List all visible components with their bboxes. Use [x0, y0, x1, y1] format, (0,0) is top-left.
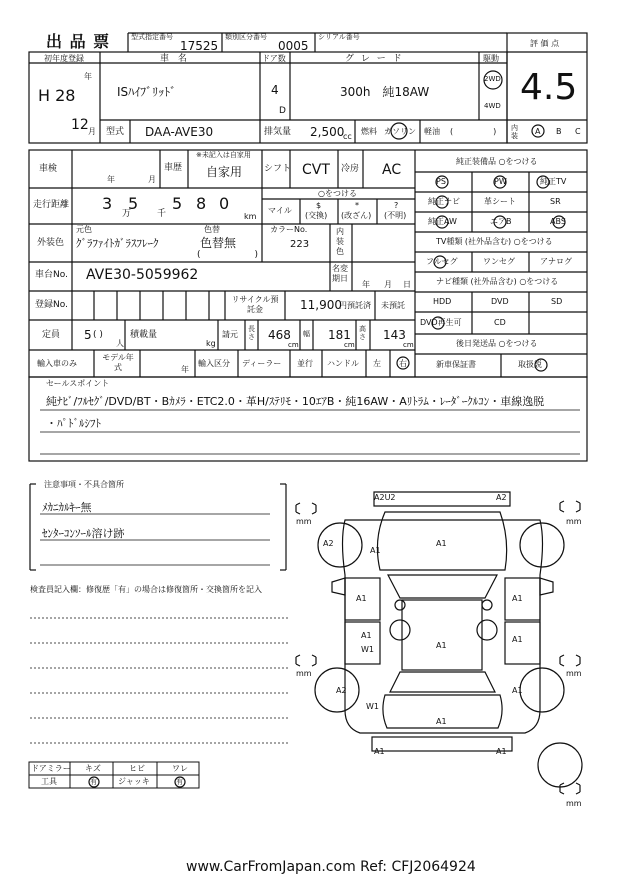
damage-label: A2U2 [374, 493, 396, 502]
damage-label: W1 [361, 645, 374, 654]
mileage-unknown: (不明) [384, 211, 407, 220]
nav-cd: CD [494, 318, 506, 327]
current-color: 色替無 [200, 236, 237, 250]
nav-dvd-play: DVD再生可 [420, 318, 462, 327]
damage-label: A1 [436, 641, 447, 650]
docs-manual: 取扱説 [518, 360, 542, 369]
nav-title: ナビ種類 (社外品含む) ○をつける [436, 277, 559, 286]
length-value: 468 [268, 328, 291, 342]
displacement-label: 排気量 [264, 127, 292, 137]
kg-unit: kg [206, 339, 216, 348]
capacity-paren: ( ) [93, 330, 103, 340]
damage-label: A2 [336, 686, 347, 695]
model-designation-label: 型式指定番号 [131, 33, 173, 41]
import-dealer: ディーラー [242, 359, 282, 368]
interior-grade-a: A [535, 127, 541, 136]
recycle-unit: 円預託済 [339, 301, 371, 310]
damage-label: A1 [512, 594, 523, 603]
history-value: 自家用 [206, 165, 243, 179]
mileage-exchange: (交換) [305, 211, 328, 220]
equip-ps: PS [436, 177, 446, 186]
claim-label: 請元 [222, 330, 238, 339]
color-label: 外装色 [37, 238, 65, 248]
equip-aw: 純正AW [428, 217, 457, 226]
mileage-sen-unit: 千 [157, 209, 167, 219]
car-name-label: 車 名 [160, 54, 190, 64]
import-parallel: 並行 [297, 359, 313, 368]
displacement-value: 2,500 [310, 125, 345, 139]
height-cm-unit: cm [403, 341, 414, 349]
note-item-2: ｾﾝﾀｰｺﾝｿｰﾙ溶け跡 [42, 527, 125, 540]
history-label: 車歴 [164, 163, 183, 173]
damage-label: A1 [512, 686, 523, 695]
note-item-1: ﾒｶﾆｶﾙｷｰ無 [42, 501, 92, 514]
interior-grade-c: C [575, 127, 581, 136]
equipment-title: 純正装備品 ○をつける [456, 157, 538, 166]
title-year-unit: 年 [362, 280, 370, 289]
equip-sr: SR [550, 197, 561, 206]
fuel-label: 燃料 [361, 127, 377, 136]
original-color-label: 元色 [76, 225, 92, 234]
mileage-tampered-sym: * [355, 201, 359, 210]
tv-analog: アナログ [540, 257, 572, 266]
title-month-unit: 月 [384, 280, 392, 289]
equip-airbag: エアB [490, 217, 512, 226]
mileage-unknown-sym: ? [394, 201, 399, 210]
title-change-label: 名変期日 [332, 264, 348, 283]
grade-label: グ レ ー ド [345, 54, 404, 64]
mileage-digit-3: 5 [172, 194, 183, 213]
current-color-label: 色替 [204, 225, 220, 234]
docs-warranty: 新車保証書 [436, 360, 476, 369]
mileage-man-unit: 万 [122, 209, 132, 219]
damage-label: A1 [512, 635, 523, 644]
mileage-circle-note: ○をつける [318, 189, 357, 198]
length-label: 長さ [248, 325, 255, 341]
mm-unit: mm [566, 799, 582, 808]
first-reg-label: 初年度登録 [44, 54, 84, 63]
fuel-other: ( ) [450, 127, 497, 136]
chassis-label: 車台No. [35, 270, 68, 280]
equip-pw: PW [494, 177, 507, 186]
model-year-label: モデル年式 [102, 353, 134, 372]
mm-unit: mm [566, 517, 582, 526]
sales-line-1: 純ﾅﾋﾞ/ﾌﾙｾｸﾞ/DVD/BT・Bｶﾒﾗ・ETC2.0・革H/ｽﾃﾘﾓ・10ｴｱB・純16AW・Aﾘﾄﾗﾑ・ﾚｰﾀﾞｰｸﾙｺﾝ・車線逸脱 [46, 395, 545, 408]
mm-unit: mm [566, 669, 582, 678]
legend-crack: ヒビ [129, 764, 145, 773]
rating-value: 4.5 [520, 67, 578, 108]
people-unit: 人 [116, 339, 124, 348]
equip-abs: ABS [550, 217, 566, 226]
current-color-paren: ( ) [197, 250, 259, 260]
damage-label: A1 [374, 747, 385, 756]
doors-label: ドア数 [262, 54, 286, 63]
fuel-diesel: 軽油 [424, 127, 440, 136]
width-value: 181 [328, 328, 351, 342]
legend-break: ワレ [172, 764, 188, 773]
length-cm-unit: cm [288, 341, 299, 349]
first-reg-month: 12 [71, 117, 89, 133]
mm-unit: mm [296, 669, 312, 678]
legend-jack: ジャッキ [118, 777, 150, 786]
damage-label: A1 [436, 539, 447, 548]
height-label: 高さ [359, 325, 366, 341]
door-type: D [279, 106, 286, 116]
legend-scratch: キズ [85, 764, 101, 773]
history-note: ※未記入は自家用 [196, 151, 251, 159]
legend-mirror: ドアミラー [31, 764, 71, 773]
first-reg-era: H 28 [38, 86, 76, 105]
mileage-mile: マイル [268, 206, 292, 215]
recycle-unpaid: 未預託 [381, 301, 405, 310]
interior-label: 内装 [511, 124, 518, 140]
damage-label: A1 [496, 747, 507, 756]
original-color: ｸﾞﾗﾌｧｲﾄｶﾞﾗｽﾌﾚｰｸ [76, 237, 159, 250]
mileage-km-unit: km [244, 212, 257, 221]
cc-unit: cc [343, 132, 352, 141]
shift-value: CVT [302, 162, 330, 178]
color-code-label: カラーNo. [270, 225, 308, 234]
category-no: 0005 [278, 39, 309, 53]
month-unit: 月 [88, 127, 96, 136]
rating-label: 評 価 点 [530, 39, 560, 48]
registration-label: 登録No. [35, 300, 68, 310]
recycle-label: リサイクル預託金 [231, 295, 279, 314]
category-label: 類別区分番号 [225, 33, 267, 41]
mileage-exchange-sym: $ [316, 201, 322, 210]
damage-label: A1 [356, 594, 367, 603]
model-designation-no: 17525 [180, 39, 219, 53]
legend-tools-yes: 有 [90, 778, 97, 786]
damage-label: A2 [323, 539, 334, 548]
capacity-value: 5 [84, 328, 92, 342]
width-cm-unit: cm [344, 341, 355, 349]
damage-label: A2 [496, 493, 507, 502]
handle-right: 右 [399, 359, 407, 368]
ac-label: 冷房 [341, 164, 360, 174]
damage-label: A1 [361, 631, 372, 640]
grade-value: 300h 純18AW [340, 85, 430, 99]
docs-title: 後日発送品 ○をつける [456, 339, 538, 348]
inspection-year-unit: 年 [107, 175, 115, 184]
ac-value: AC [382, 162, 402, 178]
chassis-value: AVE30-5059962 [86, 267, 199, 283]
nav-sd: SD [551, 297, 563, 306]
year-unit: 年 [84, 72, 92, 81]
capacity-label: 定員 [42, 330, 61, 340]
recycle-amount: 11,900 [300, 298, 342, 312]
interior-grade-b: B [556, 127, 562, 136]
tv-oneseg: ワンセグ [483, 257, 515, 266]
sales-label: セールスポイント [46, 379, 110, 388]
mileage-digit-5: 0 [219, 194, 230, 213]
shift-label: シフト [264, 164, 292, 174]
serial-label: シリアル番号 [318, 33, 360, 41]
mileage-digit-1: 3 [102, 194, 113, 213]
footer-watermark: www.CarFromJapan.com Ref: CFJ2064924 [186, 859, 476, 875]
mm-unit: mm [296, 517, 312, 526]
drive-label: 駆動 [483, 54, 499, 63]
drive-2wd: 2WD [484, 75, 501, 83]
sales-line-2: ・ﾊﾟﾄﾞﾙｼﾌﾄ [46, 417, 101, 430]
car-name: ISﾊｲﾌﾞﾘｯﾄﾞ [117, 85, 177, 99]
color-code: 223 [290, 239, 310, 250]
equip-leather: 革シート [484, 197, 516, 206]
import-label: 輸入車のみ [37, 359, 77, 368]
inspection-label: 車検 [39, 164, 58, 174]
model-year-unit: 年 [181, 365, 189, 374]
interior-color-label: 内装色 [336, 227, 344, 256]
model-value: DAA-AVE30 [145, 125, 214, 139]
width-label: 幅 [303, 330, 310, 338]
legend-tools: 工具 [41, 777, 57, 786]
mileage-tampered: (改ざん) [341, 211, 372, 220]
nav-dvd: DVD [491, 297, 509, 306]
handle-left: 左 [373, 359, 381, 368]
form-title: 出 品 票 [46, 32, 111, 51]
mileage-label: 走行距離 [33, 200, 70, 210]
drive-4wd: 4WD [484, 102, 501, 110]
handle-label: ハンドル [327, 359, 359, 368]
height-value: 143 [383, 328, 406, 342]
mileage-digit-4: 8 [196, 194, 207, 213]
nav-hdd: HDD [433, 297, 452, 306]
doors-value: 4 [271, 83, 279, 97]
model-label: 型式 [106, 127, 125, 137]
damage-label: A1 [436, 717, 447, 726]
equip-tv: 純正TV [540, 177, 567, 186]
equip-nav: 純正ナビ [428, 197, 460, 206]
mileage-digit-2: 5 [128, 194, 139, 213]
notes-title: 注意事項・不具合箇所 [44, 480, 124, 489]
fuel-gasoline: ガソリン [384, 127, 416, 136]
damage-label: W1 [366, 702, 379, 711]
import-class-label: 輸入区分 [198, 359, 230, 368]
legend-jack-yes: 有 [176, 778, 183, 786]
inspection-month-unit: 月 [148, 175, 156, 184]
load-label: 積載量 [130, 330, 158, 340]
tv-title: TV種類 (社外品含む) ○をつける [436, 237, 553, 246]
tv-fullseg: フルセグ [426, 257, 458, 266]
damage-label: A1 [370, 546, 381, 555]
title-day-unit: 日 [403, 280, 411, 289]
inspector-note: 検査員記入欄：修復歴「有」の場合は修復箇所・交換箇所を記入 [30, 585, 262, 594]
